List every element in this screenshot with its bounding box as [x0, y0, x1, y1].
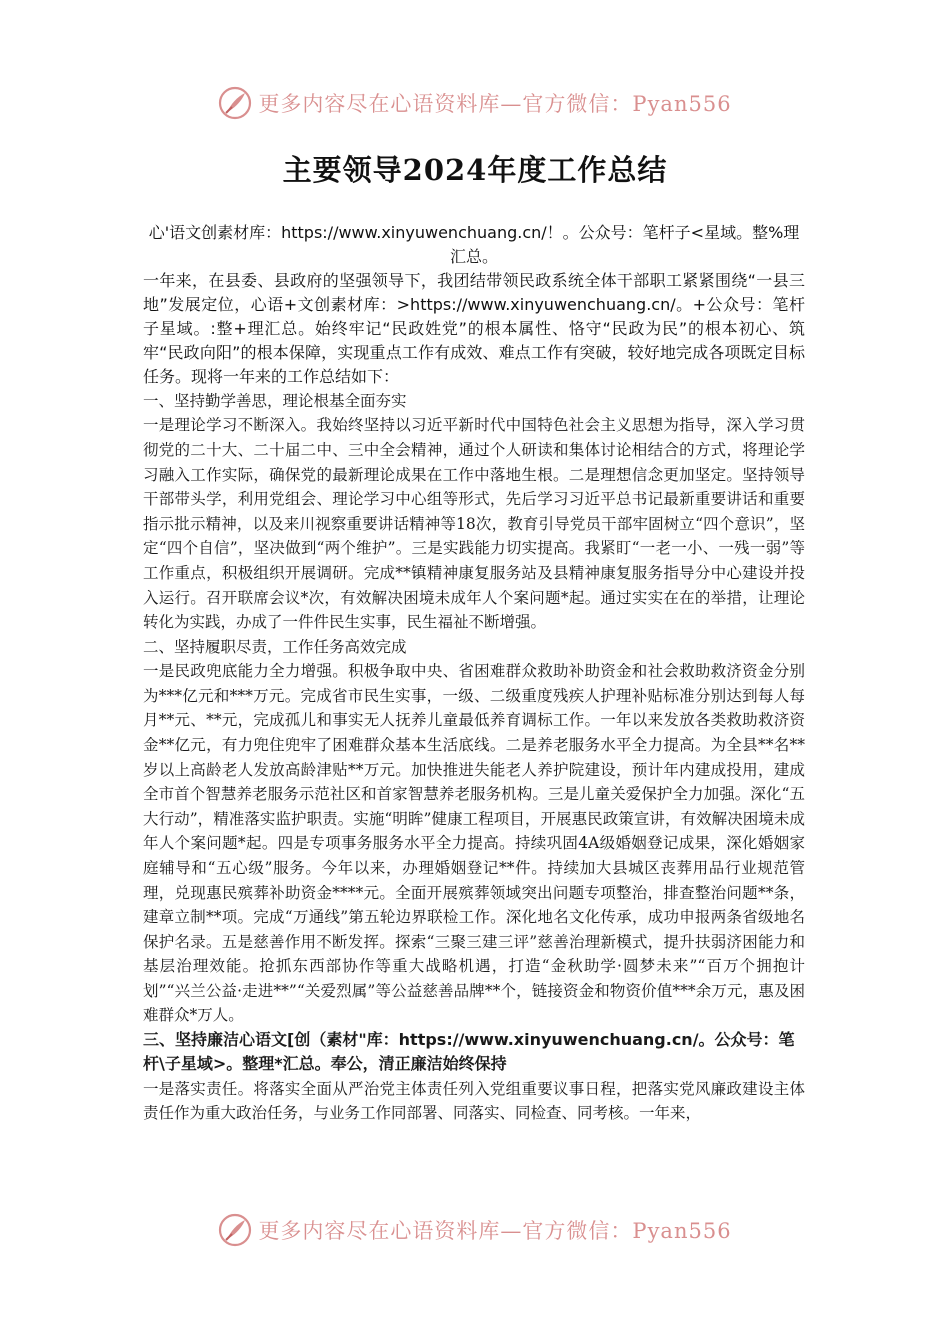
page-title: 主要领导2024年度工作总结	[282, 153, 668, 187]
footer-banner-text: 更多内容尽在心语资料库—官方微信：Pyan556	[258, 1219, 732, 1243]
quill-logo-icon	[218, 1213, 252, 1247]
section-heading-1: 一、坚持勤学善思，理论根基全面夯实	[143, 392, 407, 410]
quill-logo-icon	[218, 86, 252, 120]
intro-paragraph: 一年来，在县委、县政府的坚强领导下，我团结带领民政系统全体干部职工紧紧围绕“一县三地”发展定位，心语+文创素材库：>https://www.xinyuwenchuang.cn/。+公众号：笔杆子星域。:整+理汇总。始终牢记“民政姓党”的根本属性、恪守“民政为民”的根本初心、筑牢“民政向阳”的根本保障，实现重点工作有成效、难点工作有突破，较好地完成各项既定目标任务。现将一年来的工作总结如下：	[143, 271, 805, 386]
header-banner	[0, 83, 950, 123]
section-heading-3: 三、坚持廉洁心语文[创（素材"库：https://www.xinyuwenchuang.cn/。公众号：笔杆\子星域>。整理*汇总。奉公，清正廉洁始终保持	[143, 1030, 795, 1074]
document-body	[143, 221, 805, 1126]
source-line: 心'语文创素材库：https://www.xinyuwenchuang.cn/！。公众号：笔杆子<星域。整%理汇总。	[148, 223, 800, 266]
section-body-2: 一是民政兜底能力全力增强。积极争取中央、省困难群众救助补助资金和社会救助救济资金分别为***亿元和***万元。完成省市民生实事，一级、二级重度残疾人护理补贴标准分别达到每人每月**元、**元，完成孤儿和事实无人抚养儿童最低养育调标工作。一年以来发放各类救助救济资金**亿元，有力兜住兜牢了困难群众基本生活底线。二是养老服务水平全力提高。为全县**名**岁以上高龄老人发放高龄津贴**万元。加快推进失能老人养护院建设，预计年内建成投用，建成全市首个智慧养老服务示范社区和首家智慧养老服务机构。三是儿童关爱保护全力加强。深化“五大行动”，精准落实监护职责。实施“明眸”健康工程项目，开展惠民政策宣讲，有效解决困境未成年人个案问题*起。四是专项事务服务水平全力提高。持续巩固4A级婚姻登记成果，深化婚姻家庭辅导和“五心级”服务。今年以来，办理婚姻登记**件。持续加大县城区丧葬用品行业规范管理，兑现惠民殡葬补助资金****元。全面开展殡葬领域突出问题专项整治，排查整治问题**条，建章立制**项。完成“万通线”第五轮边界联检工作。深化地名文化传承，成功申报两条省级地名保护名录。五是慈善作用不断发挥。探索“三聚三建三评”慈善治理新模式，提升扶弱济困能力和基层治理效能。抢抓东西部协作等重大战略机遇，打造“金秋助学·圆梦未来”“百万个拥抱计划”“兴兰公益·走进**”“关爱烈属”等公益慈善品牌**个，链接资金和物资价值***余万元，惠及困难群众*万人。	[143, 662, 805, 1025]
section-heading-2: 二、坚持履职尽责，工作任务高效完成	[143, 637, 407, 656]
footer-banner	[0, 1210, 950, 1250]
section-body-1: 一是理论学习不断深入。我始终坚持以习近平新时代中国特色社会主义思想为指导，深入学习贯彻党的二十大、二十届二中、三中全会精神，通过个人研读和集体讨论相结合的方式，将理论学习融入工作实际，确保党的最新理论成果在工作中落地生根。二是理想信念更加坚定。坚持领导干部带头学，利用党组会、理论学习中心组等形式，先后学习习近平总书记最新重要讲话和重要指示批示精神，以及来川视察重要讲话精神等18次，教育引导党员干部牢固树立“四个意识”，坚定“四个自信”，坚决做到“两个维护”。三是实践能力切实提高。我紧盯“一老一小、一残一弱”等工作重点，积极组织开展调研。完成**镇精神康复服务站及县精神康复服务指导分中心建设并投入运行。召开联席会议*次，有效解决困境未成年人个案问题*起。通过实实在在的举措，让理论转化为实践，办成了一件件民生实事，民生福祉不断增强。	[143, 416, 805, 632]
header-banner-text: 更多内容尽在心语资料库—官方微信：Pyan556	[258, 92, 732, 116]
section-body-3: 一是落实责任。将落实全面从严治党主体责任列入党组重要议事日程，把落实党风廉政建设主体责任作为重大政治任务，与业务工作同部署、同落实、同检查、同考核。一年来，	[143, 1079, 805, 1123]
